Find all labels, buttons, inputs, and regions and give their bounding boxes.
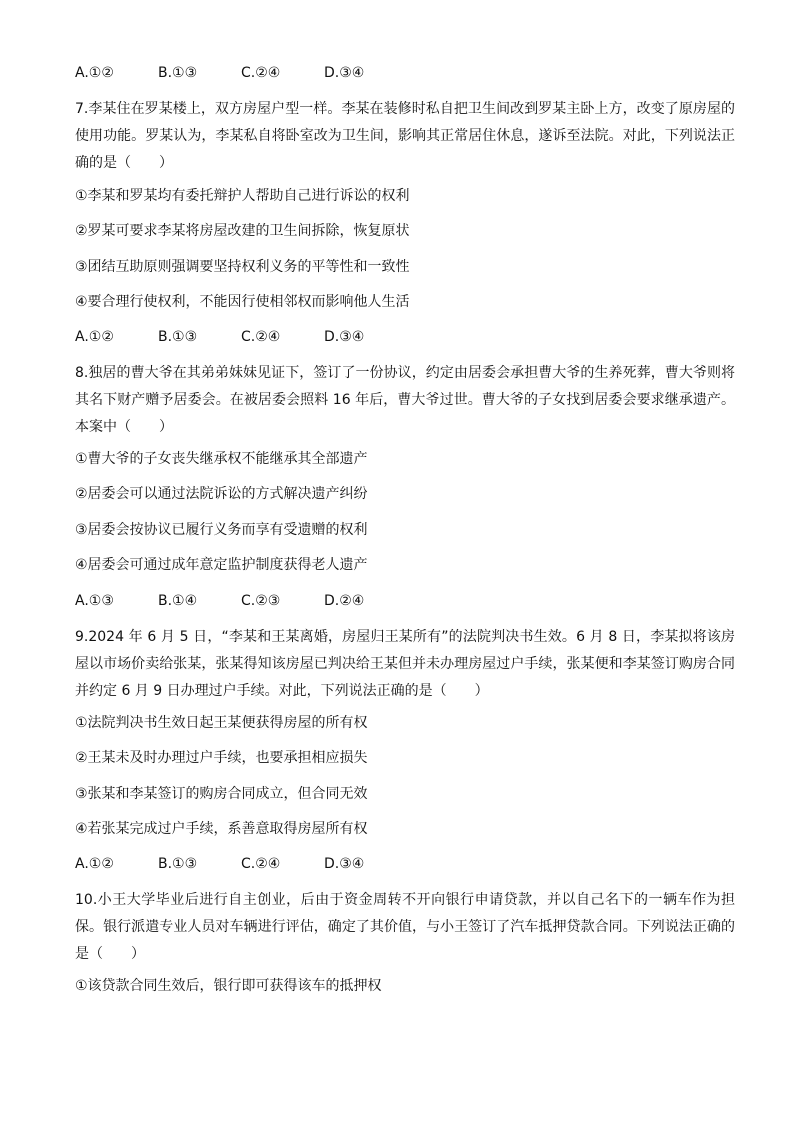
q6-option-b: B.①③	[158, 65, 198, 81]
q7-item-1: ①李某和罗某均有委托辩护人帮助自己进行诉讼的权利	[75, 188, 410, 204]
q9-option-d: D.③④	[324, 856, 365, 872]
q6-options	[75, 61, 407, 85]
q8-option-c: C.②③	[241, 593, 281, 609]
q9-item-3: ③张某和李某签订的购房合同成立，但合同无效	[75, 786, 368, 802]
q7-item-4: ④要合理行使权利，不能因行使相邻权而影响他人生活	[75, 294, 410, 310]
q9-options	[75, 852, 407, 876]
q8-stem: 8.独居的曹大爷在其弟弟妹妹见证下，签订了一份协议，约定由居委会承担曹大爷的生养死葬，曹大爷则将其名下财产赠予居委会。在被居委会照料 16 年后，曹大爷过世。曹大爷的子女找到居委会要求继承遗产。本案中（ ）	[75, 365, 735, 435]
q8-item-3: ③居委会按协议已履行义务而享有受遗赠的权利	[75, 522, 368, 538]
q6-option-a: A.①②	[75, 65, 114, 81]
q8-options	[75, 589, 407, 613]
q9-option-b: B.①③	[158, 856, 198, 872]
q7-option-d: D.③④	[324, 329, 365, 345]
q8-option-d: D.②④	[324, 593, 365, 609]
q9-option-a: A.①②	[75, 856, 114, 872]
q10-item-1: ①该贷款合同生效后，银行即可获得该车的抵押权	[75, 978, 382, 994]
q8-option-b: B.①④	[158, 593, 198, 609]
q7-option-a: A.①②	[75, 329, 114, 345]
q8-option-a: A.①③	[75, 593, 114, 609]
q9-item-2: ②王某未及时办理过户手续，也要承担相应损失	[75, 750, 368, 766]
q7-stem: 7.李某住在罗某楼上，双方房屋户型一样。李某在装修时私自把卫生间改到罗某主卧上方，改变了原房屋的使用功能。罗某认为，李某私自将卧室改为卫生间，影响其正常居住休息，遂诉至法院。对此，下列说法正确的是（ ）	[75, 101, 735, 171]
q7-options	[75, 325, 407, 349]
q9-item-4: ④若张某完成过户手续，系善意取得房屋所有权	[75, 821, 368, 837]
q7-option-c: C.②④	[241, 329, 281, 345]
q7-item-3: ③团结互助原则强调要坚持权利义务的平等性和一致性	[75, 259, 410, 275]
q7-item-2: ②罗某可要求李某将房屋改建的卫生间拆除，恢复原状	[75, 223, 410, 239]
q9-stem: 9.2024 年 6 月 5 日，“李某和王某离婚，房屋归王某所有”的法院判决书生效。6 月 8 日，李某拟将该房屋以市场价卖给张某，张某得知该房屋已判决给王某但并未办理房屋过户手续，张某便和李某签订购房合同并约定 6 月 9 日办理过户手续。对此，下列说法正确的是（ ）	[75, 629, 735, 699]
q8-item-2: ②居委会可以通过法院诉讼的方式解决遗产纠纷	[75, 486, 368, 502]
q9-item-1: ①法院判决书生效日起王某便获得房屋的所有权	[75, 715, 368, 731]
q10-stem: 10.小王大学毕业后进行自主创业，后由于资金周转不开向银行申请贷款，并以自己名下的一辆车作为担保。银行派遣专业人员对车辆进行评估，确定了其价值，与小王签订了汽车抵押贷款合同。下列说法正确的是（ ）	[75, 892, 735, 962]
q8-item-4: ④居委会可通过成年意定监护制度获得老人遗产	[75, 557, 368, 573]
q7-option-b: B.①③	[158, 329, 198, 345]
q6-option-c: C.②④	[241, 65, 281, 81]
q6-option-d: D.③④	[324, 65, 365, 81]
q9-option-c: C.②④	[241, 856, 281, 872]
q8-item-1: ①曹大爷的子女丧失继承权不能继承其全部遗产	[75, 451, 368, 467]
